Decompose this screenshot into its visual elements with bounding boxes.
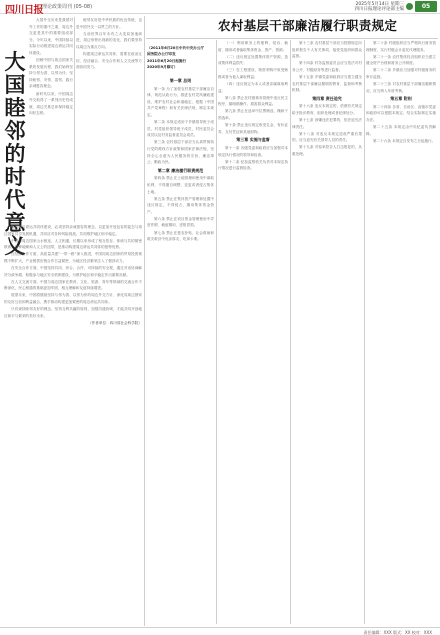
- article-paragraph: （三）在工程建设、物资采购中收受贿赂或者为他人谋取利益；: [218, 68, 288, 79]
- article-paragraph: 第二十二条 乡镇应当加强对村级财务的审计监督。: [366, 68, 436, 79]
- author-byline: （作者单位：四川省社会科学院）: [88, 320, 142, 325]
- feature-paragraph: 回顾中国与周边国家关系的发展历程，我们始终坚持与邻为善、以邻为伴，坚持睦邻、安邻、富邻，践行亲诚惠容理念。: [29, 58, 73, 89]
- chapter-heading: 第二章 廉洁履行职责规范: [157, 167, 204, 173]
- article-paragraph: 第十四条 村务监督委员会应当依法对村务公开、村级财务等进行监督。: [292, 61, 362, 72]
- feature-column-2: [76, 17, 142, 222]
- feature-paragraph: 在人文交流方面，中国与周边国家在教育、文化、旅游、青年等领域的交流合作不断深化，民心相通的基础更加牢固，相互理解和友谊持续增进。: [4, 279, 142, 291]
- feature-column-1: [29, 17, 73, 222]
- masthead: [0, 0, 440, 14]
- issue-date: 2025年5月14日 星期三: [355, 2, 404, 7]
- section-label: 理论政策周刊 (05-08): [42, 4, 93, 10]
- article-paragraph: 第二十六条 本规定自发布之日起施行。: [373, 138, 436, 143]
- article-paragraph: 第九条 禁止在选举中拉票贿选、操纵干预选举。: [218, 109, 288, 121]
- column-divider: [364, 40, 365, 624]
- article-paragraph: 第二十条 村级组织应当严格执行财务管理制度，实行村级会计委托代理服务。: [366, 41, 436, 52]
- notice-line: 2011年6月20日起施行: [147, 58, 187, 63]
- feature-paragraph: 中国与周边国家山水相连、人文相通，长期以来形成了相互依存、休戚与共的紧密联系。这种地缘和人文上的纽带，是推动构建周边命运共同体的独特优势。: [4, 238, 142, 250]
- chapter-heading: 第四章 责任追究: [312, 95, 342, 101]
- newspaper-logo: 四川日报: [5, 5, 43, 16]
- article-paragraph: 第十五条 乡镇党委和政府应当建立健全农村基层干部廉洁履职的教育、监督和考核机制。: [292, 74, 362, 93]
- chapter-heading: 第三章 实施与监督: [236, 137, 270, 143]
- feature-paragraph: 当前世界百年未有之大变局加速演进，周边形势出现新的变化，我们要坚持以周边为重点方向。: [76, 31, 142, 49]
- article-paragraph: 第十七条 涉嫌违法犯罪的，依法追究法律责任。: [292, 118, 362, 129]
- article-paragraph: 第二十五条 本规定由中央纪委负责解释。: [366, 125, 436, 136]
- article-paragraph: 第二十四条 各省、自治区、直辖市党委和政府可以根据本规定，结合实际制定实施办法。: [366, 104, 436, 123]
- article-paragraph: 第七条 禁止在惠农补贴、社会救助和救灾救济中优亲厚友、吃拿卡要。: [147, 230, 214, 242]
- article-paragraph: 第二十一条 农村集体经济组织应当建立健全资产台账和财务公开制度。: [366, 54, 436, 66]
- regulation-column-2: [218, 40, 288, 622]
- feature-paragraph: 构建周边命运共同体，需要在政治互信、经济融合、安全合作和人文交流等方面协同发力。: [76, 51, 142, 70]
- column-divider: [74, 17, 75, 222]
- article-paragraph: 第十一条 各级党委和政府应当加强对本规定执行情况的领导和检查。: [218, 145, 288, 157]
- article-paragraph: 第十三条 农村基层干部应当按照规定向组织报告个人有关事项，接受党组织和群众监督。: [292, 41, 362, 59]
- article-paragraph: 第十条 禁止违反规定收受礼金、有价证券、支付凭证和其他财物。: [218, 123, 288, 134]
- feature-paragraph: 推进周边命运共同体建设，必须坚持亲诚惠容的理念，以更加开放包容的姿态与周边国家共享发展机遇，共同应对各种风险挑战，共同维护地区和平稳定。: [4, 225, 142, 236]
- feature-body-wide: [4, 224, 142, 622]
- regulation-column-1: [147, 76, 214, 622]
- article-paragraph: （二）违反规定处置集体资产资源，造成集体利益损失；: [218, 54, 288, 66]
- article-divider: [144, 16, 145, 626]
- column-divider: [216, 40, 217, 624]
- notice-line: 国务院办公厅印发: [147, 52, 176, 57]
- page-footer: [0, 627, 440, 635]
- feature-paragraph: 在安全合作方面，中国坚持共同、综合、合作、可持续的安全观，通过对话协商解决分歧争端，积极参与地区安全机制建设，为维护地区和平稳定作出重要贡献。: [4, 266, 142, 277]
- article-paragraph: 第十八条 对违反本规定造成严重后果的，应当追究有关领导人员的责任。: [292, 131, 362, 143]
- regulation-column-4: [366, 40, 436, 622]
- article-paragraph: 第三条 农村基层干部应当认真贯彻执行党的路线方针政策和国家法律法规，坚持全心全意为人民服务的宗旨，廉洁奉公，勤政为民。: [147, 140, 214, 165]
- article-paragraph: 第八条 禁止在村级事务管理中违反民主程序，搞暗箱操作，损害群众利益。: [218, 95, 288, 107]
- feature-paragraph: 新时代以来，中国周边外交取得了一系列历史性成就，周边关系总体保持稳定向好态势。: [29, 91, 73, 116]
- article-paragraph: 第四条 禁止在土地管理和使用中谋取私利，不得擅自调整、变更或者侵占集体土地。: [147, 176, 214, 194]
- article-paragraph: 第二十三条 对农村基层干部廉洁履职情况，应当纳入年度考核。: [366, 82, 436, 93]
- article-headline: 农村基层干部廉洁履行职责规定: [218, 18, 398, 33]
- feature-paragraph: 睦邻友好是中华民族的优良传统，也是中国外交一以贯之的方针。: [76, 18, 142, 29]
- feature-vertical-title: 大国睦邻的时代意义: [4, 49, 26, 258]
- feature-paragraph: 只有秉持睦邻友好的理念，坚持互利共赢的原则，加强沟通协调，才能共同开创地区和平与繁荣的美好未来。: [4, 307, 142, 318]
- notice-line: （2011年6月20日中共中央办公厅: [147, 46, 205, 50]
- article-paragraph: 第一条 为了加强农村基层干部廉洁自律，规范从政行为，推进农村党风廉政建设，维护农村社会和谐稳定，根据《中国共产党章程》和有关法律法规，制定本规定。: [147, 86, 214, 117]
- editor-credits: 责任编辑：XXX 版式：XX 校对：XXX: [363, 630, 432, 635]
- publication-notice: [147, 45, 214, 71]
- article-paragraph: 第十六条 违反本规定的，依照有关规定给予批评教育、组织处理或者纪律处分。: [292, 104, 362, 115]
- article-paragraph: （四）违反规定为本人或者亲属谋取利益；: [218, 82, 288, 93]
- feature-paragraph: 展望未来，中国将继续坚持与邻为善、以邻为伴的周边外交方针，深化同周边国家的友好互信和利益融合，携手推动构建更加紧密的周边命运共同体。: [4, 293, 142, 305]
- article-paragraph: 第二条 本规定适用于乡镇领导班子成员，村党组织领导班子成员，村民委员会成员以及村务监督委员会成员。: [147, 120, 214, 138]
- regulation-column-3: [292, 40, 362, 622]
- headline-rule: [146, 38, 438, 39]
- column-divider: [290, 40, 291, 624]
- issue-editor-line: 四川日报理论评论部主编: [354, 7, 404, 12]
- article-paragraph: 第六条 禁止在项目资金管理使用中弄虚作假、截留挪用、虚报冒领。: [147, 216, 214, 228]
- issue-info: [355, 2, 405, 12]
- page-number-badge: 05: [415, 1, 437, 12]
- article-paragraph: 第十二条 纪检监察机关负责对本规定执行情况进行监督检查。: [218, 159, 288, 171]
- article-paragraph: （一）利用职务上的便利，侵吞、截留、挪用或者骗取集体资金、资产、资源；: [218, 41, 288, 52]
- article-paragraph: 第十九条 对检举控告人打击报复的，从重处理。: [292, 145, 362, 156]
- chapter-heading: 第五章 附则: [390, 96, 412, 102]
- chapter-heading: 第一章 总则: [169, 78, 192, 83]
- notice-line: 2020年9月修订）: [147, 65, 178, 70]
- feature-paragraph: 大国外交历来是我国对外工作的重中之重，周边外交更是其中的重要组成部分。今年以来，中国持续以实际行动推进周边命运共同体建设。: [29, 18, 73, 55]
- feature-paragraph: 在经济合作方面，高质量共建“一带一路”深入推进，中国同周边国家的贸易投资规模不断扩大，产业链供应链合作日益紧密，为地区经济繁荣注入了强劲动力。: [4, 252, 142, 263]
- article-paragraph: 第五条 禁止在集体资产管理和处置中违反规定，不得侵占、挪用集体资金资产。: [147, 196, 214, 214]
